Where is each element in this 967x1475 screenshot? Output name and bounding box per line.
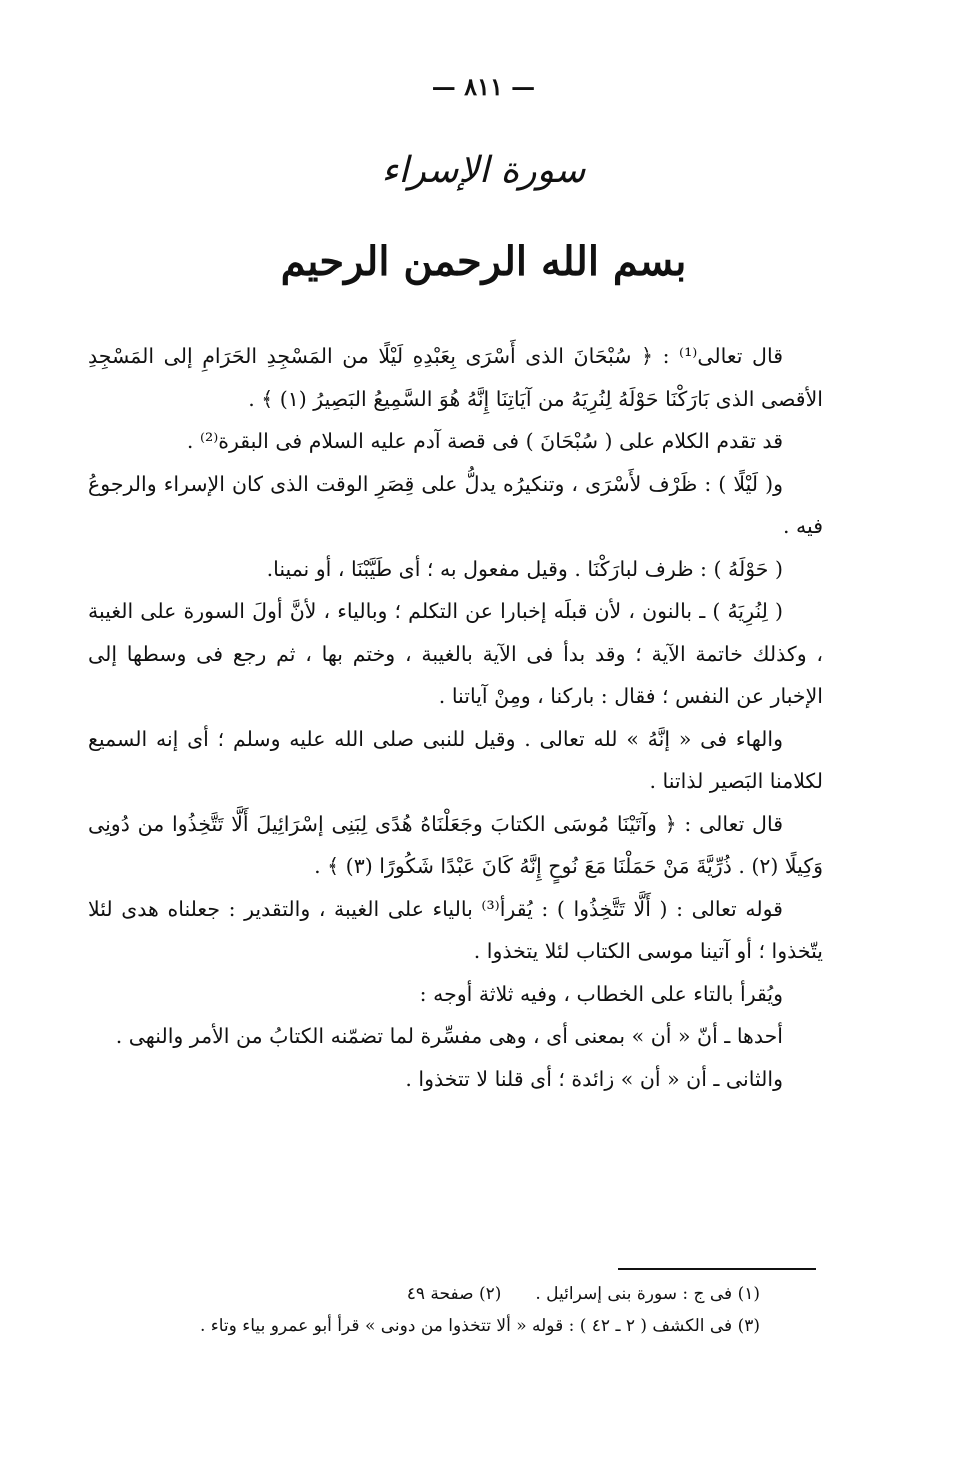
page-number: — ٨١١ — — [431, 72, 536, 101]
footnotes — [60, 1278, 760, 1342]
paragraph-verse-1: قال تعالى⁽¹⁾ : ﴿ سُبْحَانَ الذى أَسْرَى بِعَبْدِهِ لَيْلًا من المَسْجِدِ الحَرَامِ إلى المَسْجِدِ الأقصى الذى بَارَكْنَا حَوْلَهُ لِنُرِيَهُ من آيَاتِنَا إِنَّهُ هُوَ السَّمِيعُ البَصِيرُ (١) ﴾ . — [88, 344, 823, 411]
footnote-1: (١) فى ج : سورة بنى إسرائيل . — [535, 1284, 760, 1304]
paragraph-subhan: قد تقدم الكلام على ( سُبْحَانَ ) فى قصة آدم عليه السلام فى البقرة⁽²⁾ . — [186, 429, 783, 453]
main-text — [88, 335, 823, 1100]
paragraph-innahu: والهاء فى « إنَّهُ » لله تعالى . وقيل للنبى صلى الله عليه وسلم ؛ أى إنه السميع لكلامنا البَصير لذاتنا . — [88, 726, 823, 793]
surah-title: سورة الإسراء — [381, 150, 586, 191]
footnote-divider — [618, 1268, 816, 1270]
paragraph-second-aspect: والثانى ـ أن « أن » زائدة ؛ أى قلنا لا تتخذوا . — [405, 1066, 783, 1091]
paragraph-verse-2-3: قال تعالى : ﴿ وآتَيْنَا مُوسَى الكتابَ وجَعَلْنَاهُ هُدًى لِبَنِى إسْرَائِيلَ أَلَّا تَتَّخِذُوا من دُونِى وَكِيلًا (٢) . ذُرِّيَّةَ مَنْ حَمَلْنَا مَعَ نُوحٍ إِنَّهُ كَانَ عَبْدًا شَكُورًا (٣) ﴾ . — [88, 811, 823, 878]
paragraph-linuriyahu: ( لِنُرِيَهُ ) ـ بالنون ، لأن قبلَه إخبارا عن التكلم ؛ وبالياء ، لأنَّ أولَ السورة على الغيبة ، وكذلك خاتمة الآية ؛ وقد بدأ فى الآية بالغيبة ، وختم بها ، ثم رجع فى وسطها إلى الإخبار عن النفس ؛ فقال : باركنا ، ومِنْ آياتنا . — [88, 599, 823, 708]
footnote-line-1 — [60, 1278, 760, 1310]
footnote-2: (٢) صفحة ٤٩ — [406, 1284, 502, 1304]
paragraph-alla-tattakhidhu: قوله تعالى : ( أَلَّا تَتَّخِذُوا ) : يُقرأ⁽³⁾ بالياء على الغيبة ، والتقدير : جعلناه هدى لئلا يتّخذوا ؛ أو آتينا موسى الكتاب لئلا يتخذوا . — [88, 896, 823, 963]
paragraph-ta-reading: ويُقرأ بالتاء على الخطاب ، وفيه ثلاثة أوجه : — [419, 981, 783, 1006]
basmala: بسم الله الرحمن الرحيم — [280, 238, 687, 285]
paragraph-laylan: و( لَيْلًا ) : ظَرْف لأَسْرَى ، وتنكيرُه يدلُّ على قِصَرِ الوقت الذى كان الإسراء والرجوعُ فيه . — [88, 471, 823, 538]
paragraph-first-aspect: أحدها ـ أنّ « أن » بمعنى أى ، وهى مفسِّرة لما تضمّنه الكتابُ من الأمر والنهى . — [115, 1024, 783, 1048]
footnote-3: (٣) فى الكشف ( ٢ ـ ٤٢ ) : قوله « ألا تتخذوا من دونى » قرأ أبو عمرو بياء وتاء . — [199, 1316, 760, 1336]
paragraph-hawlahu: ( حَوْلَهُ ) : ظرف لبارَكْنَا . وقيل مفعول به ؛ أى طَيَّبْنَا ، أو نمينا. — [266, 556, 783, 581]
